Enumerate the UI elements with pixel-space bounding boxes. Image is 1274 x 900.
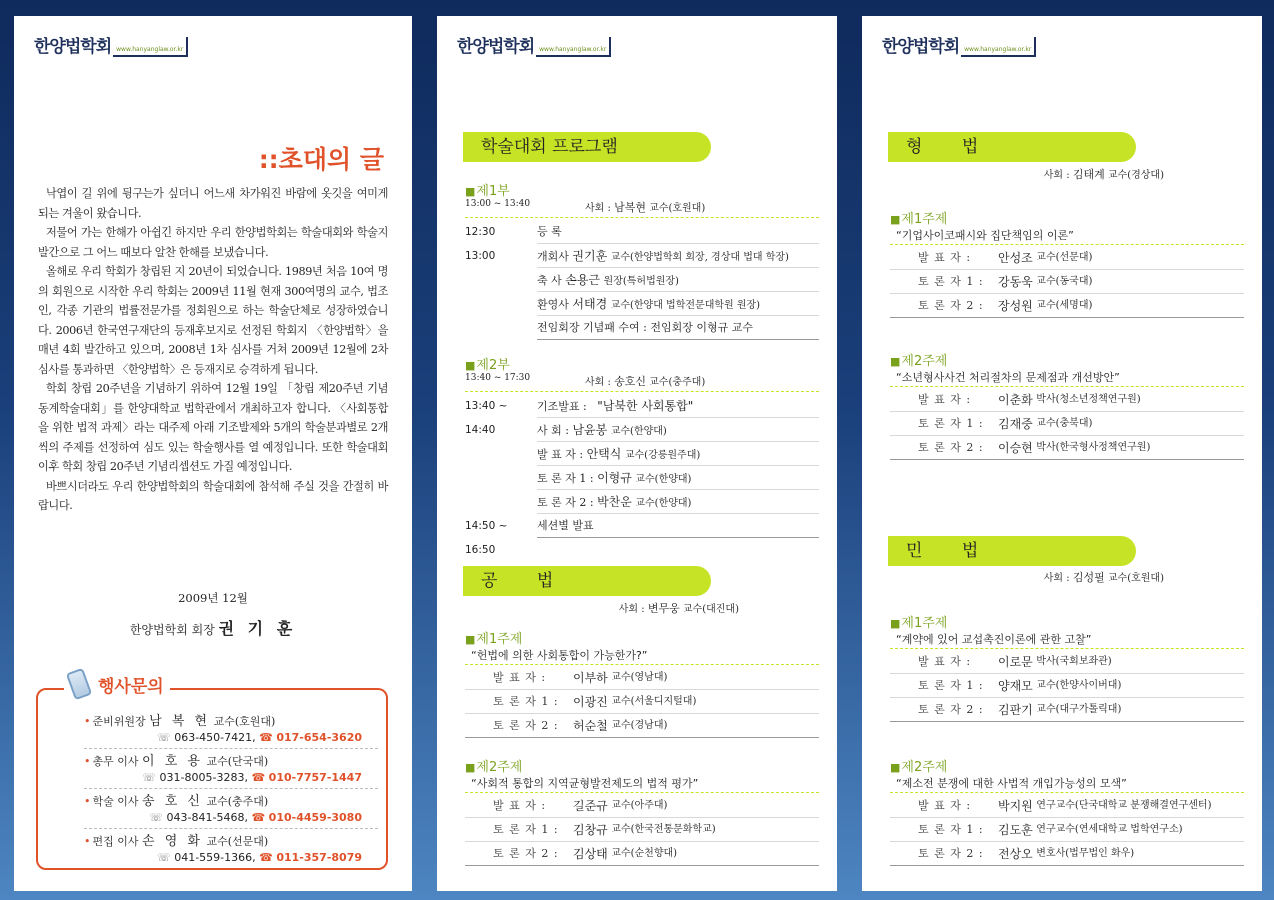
program-title: 학술대회 프로그램 — [463, 132, 711, 162]
speaker-row: 토 론 자 2 : 허순철 교수(경남대) — [465, 714, 819, 738]
contact-tel: 063-450-7421, — [174, 731, 256, 744]
invitation-paragraph: 올해로 우리 학회가 창립된 지 20년이 되었습니다. 1989년 처음 10여 명의 회원으로 시작한 우리 학회는 2009년 11월 현재 300여명의 교수, 법조인, 각종 기관의 법률전문가를 정회원으로 하는 학술단체로 성장하였습니다. 2006년 한국연구재단의 등재후보지로 선정된 학회지 〈한양법학〉을 매년 4회 발간하고 있으며, 2008년 1차 심사를 거쳐 2009년 12월에 2차 심사를 통과하면 〈한양법학〉은 등재지로 승격하게 됩니다. — [38, 265, 388, 376]
part-time-row — [465, 373, 819, 392]
section-moderator: 사회 : 김성필 교수(호원대) — [1043, 571, 1164, 584]
signature-prefix: 한양법학회 회장 — [129, 623, 215, 637]
bullet-icon: • — [84, 795, 91, 808]
logo-text: 한양법학회 — [882, 37, 960, 57]
section-moderator: 사회 : 변무웅 교수(대진대) — [618, 602, 739, 615]
contact-role: 준비위원장 — [92, 715, 146, 728]
contact-role: 편집 이사 — [92, 835, 139, 848]
logo-text: 한양법학회 — [457, 37, 535, 57]
invitation-title: ::초대의 글 — [258, 145, 384, 174]
speaker-row: 토 론 자 1 : 김도훈 연구교수(연세대학교 법학연구소) — [890, 818, 1244, 842]
topic-label: ■제1주제 — [890, 616, 948, 631]
contact-name: 송 호 신 — [142, 794, 203, 809]
society-logo — [34, 32, 188, 57]
part-moderator: 사회 : 송호신 교수(충주대) — [585, 375, 706, 388]
invitation-date: 2009년 12월 — [178, 591, 248, 605]
contact-box — [36, 676, 388, 870]
telephone-icon: ☏ — [156, 731, 171, 744]
phone-icon: ☎ — [259, 731, 273, 744]
contact-tel: 031-8005-3283, — [159, 771, 248, 784]
square-bullet-icon: ■ — [890, 213, 901, 226]
square-bullet-icon: ■ — [465, 633, 476, 646]
contact-mobile: 010-4459-3080 — [268, 811, 362, 824]
telephone-icon: ☏ — [142, 771, 157, 784]
speaker-row: 토 론 자 1 : 김재중 교수(충북대) — [890, 412, 1244, 436]
square-bullet-icon: ■ — [890, 355, 901, 368]
square-bullet-icon: ■ — [890, 617, 901, 630]
square-bullet-icon: ■ — [890, 761, 901, 774]
schedule-row: 13:40 ~ 14:40 기조발표 : "남북한 사회통합" — [465, 394, 819, 418]
speaker-row: 토 론 자 1 : 양재모 교수(한양사이버대) — [890, 674, 1244, 698]
contact-name: 이 호 용 — [142, 754, 203, 769]
speaker-row: 발 표 자 : 길준규 교수(아주대) — [465, 794, 819, 818]
contact-item — [84, 832, 378, 868]
phone-icon: ☎ — [251, 811, 266, 824]
schedule-row: 토 론 자 2 : 박찬운 교수(한양대) — [465, 490, 819, 514]
phone-icon: ☎ — [259, 851, 273, 864]
contact-title: 행사문의 — [98, 676, 164, 697]
topic-subject: “제소전 분쟁에 대한 사법적 개입가능성의 모색” — [890, 775, 1244, 793]
bullet-icon: • — [84, 755, 91, 768]
contact-tel: 043-841-5468, — [166, 811, 248, 824]
logo-text: 한양법학회 — [34, 37, 112, 57]
contact-tel: 041-559-1366, — [174, 851, 256, 864]
invitation-paragraph: 학회 창립 20주년을 기념하기 위하여 12월 19일 「창립 제20주년 기념 동계학술대회」를 한양대학교 법학관에서 개최하고자 합니다. 〈사회통합을 위한 법적 과제〉라는 대주제 아래 기조발제와 5개의 학술분과별로 2개씩의 주제를 선정하여 심도 있는 학술행사를 열 예정입니다. 또한 학술대회 이후 학회 창립 20주년 기념리셉션도 가질 예정입니다. — [38, 382, 388, 473]
part-time: 13:40 ~ 17:30 — [465, 373, 531, 383]
bullet-icon: • — [84, 835, 91, 848]
schedule-row: 사 회 : 남윤봉 교수(한양대) — [465, 418, 819, 442]
schedule-row: 14:50 ~ 16:50 세션별 발표 — [465, 514, 819, 538]
invitation-paragraph: 낙엽이 길 위에 뒹구는가 싶더니 어느새 차가워진 바람에 옷깃을 여미게 되는 겨울이 왔습니다. — [38, 187, 388, 220]
phone-icon: ☎ — [251, 771, 266, 784]
square-bullet-icon: ■ — [465, 185, 476, 198]
speaker-row: 토 론 자 2 : 장성원 교수(세명대) — [890, 294, 1244, 318]
topic-subject: “사회적 통합의 지역균형발전제도의 법적 평가” — [465, 775, 819, 793]
invitation-paragraph: 저물어 가는 한해가 아쉽긴 하지만 우리 한양법학회는 학술대회와 학술지 발간으로 그 어느 때보다 알찬 한해를 보냈습니다. — [38, 226, 388, 259]
invitation-signature — [14, 616, 412, 639]
schedule-row: 전임회장 기념패 수여 : 전임회장 이형규 교수 — [465, 316, 819, 340]
topic-label: ■제1주제 — [890, 212, 948, 227]
contact-mobile: 017-654-3620 — [276, 731, 362, 744]
contact-item — [84, 792, 378, 829]
speaker-row: 발 표 자 : 이부하 교수(영남대) — [465, 666, 819, 690]
topic-label: ■제2주제 — [890, 760, 948, 775]
schedule-row: 13:00 개회사 권기훈 교수(한양법학회 회장, 경상대 법대 학장) — [465, 244, 819, 268]
contact-list — [84, 712, 378, 871]
square-bullet-icon: ■ — [465, 359, 476, 372]
contact-mobile: 011-357-8079 — [276, 851, 362, 864]
contact-affiliation: 교수(호원대) — [213, 715, 276, 728]
speaker-row: 발 표 자 : 이로문 박사(국회보좌관) — [890, 650, 1244, 674]
speaker-row: 토 론 자 1 : 강동욱 교수(동국대) — [890, 270, 1244, 294]
part-moderator: 사회 : 남복현 교수(호원대) — [585, 201, 706, 214]
sessions-panel — [862, 16, 1262, 891]
program-panel — [437, 16, 837, 891]
society-logo — [457, 32, 611, 57]
topic-block — [890, 756, 1244, 866]
speaker-row: 토 론 자 1 : 김창규 교수(한국전통문화학교) — [465, 818, 819, 842]
speaker-row: 토 론 자 2 : 전상오 변호사(법무법인 화우) — [890, 842, 1244, 866]
schedule-row: 토 론 자 1 : 이형규 교수(한양대) — [465, 466, 819, 490]
invitation-panel — [14, 16, 412, 891]
mobile-phone-icon — [66, 668, 92, 700]
invitation-paragraph: 바쁘시더라도 우리 한양법학회의 학술대회에 참석해 주실 것을 간절히 바랍니다. — [38, 479, 388, 512]
speaker-row: 발 표 자 : 박지원 연구교수(단국대학교 분쟁해결연구센터) — [890, 794, 1244, 818]
contact-header — [64, 670, 170, 698]
topic-subject: “소년형사사건 처리절차의 문제점과 개선방안” — [890, 369, 1244, 387]
topic-block — [890, 350, 1244, 460]
schedule-row: 환영사 서태경 교수(한양대 법학전문대학원 원장) — [465, 292, 819, 316]
speaker-row: 발 표 자 : 이춘화 박사(청소년정책연구원) — [890, 388, 1244, 412]
topic-label: ■제1주제 — [465, 632, 523, 647]
part-title: ■제1부 — [465, 184, 510, 199]
part-time-row — [465, 199, 819, 218]
society-logo — [882, 32, 1036, 57]
signature-name: 권 기 훈 — [218, 619, 297, 638]
part-title: ■제2부 — [465, 358, 510, 373]
part-2 — [465, 354, 819, 556]
section-public-law-title: 공 법 — [463, 566, 711, 596]
topic-block — [890, 208, 1244, 318]
topic-subject: “계약에 있어 교섭촉진이론에 관한 고찰” — [890, 631, 1244, 649]
logo-url: www.hanyanglaw.or.kr — [113, 37, 188, 57]
schedule-row: 발 표 자 : 안택식 교수(강릉원주대) — [465, 442, 819, 466]
bullet-icon: • — [84, 715, 91, 728]
speaker-row: 토 론 자 2 : 김판기 교수(대구가톨릭대) — [890, 698, 1244, 722]
section-criminal-law-title: 형 법 — [888, 132, 1136, 162]
contact-affiliation: 교수(단국대) — [206, 755, 269, 768]
contact-name: 손 영 화 — [142, 834, 203, 849]
contact-item — [84, 752, 378, 789]
square-bullet-icon: ■ — [465, 761, 476, 774]
contact-affiliation: 교수(선문대) — [206, 835, 269, 848]
contact-item — [84, 712, 378, 749]
contact-name: 남 복 현 — [149, 714, 211, 729]
topic-label: ■제2주제 — [465, 760, 523, 775]
topic-block — [465, 756, 819, 866]
telephone-icon: ☏ — [156, 851, 171, 864]
invitation-body — [38, 184, 388, 516]
speaker-row: 토 론 자 2 : 이승현 박사(한국형사정책연구원) — [890, 436, 1244, 460]
part-1 — [465, 180, 819, 340]
telephone-icon: ☏ — [149, 811, 164, 824]
speaker-row: 토 론 자 2 : 김상태 교수(순천향대) — [465, 842, 819, 866]
topic-block — [465, 628, 819, 738]
part-time: 13:00 ~ 13:40 — [465, 199, 531, 209]
contact-role: 총무 이사 — [92, 755, 139, 768]
section-civil-law-title: 민 법 — [888, 536, 1136, 566]
speaker-row: 토 론 자 1 : 이광진 교수(서울디지털대) — [465, 690, 819, 714]
topic-block — [890, 612, 1244, 722]
section-moderator: 사회 : 김태계 교수(경상대) — [1043, 168, 1164, 181]
contact-role: 학술 이사 — [92, 795, 139, 808]
topic-subject: “기업사이코패시와 집단책임의 이론” — [890, 227, 1244, 245]
contact-affiliation: 교수(충주대) — [206, 795, 269, 808]
logo-url: www.hanyanglaw.or.kr — [961, 37, 1036, 57]
logo-url: www.hanyanglaw.or.kr — [536, 37, 611, 57]
speaker-row: 발 표 자 : 안성조 교수(선문대) — [890, 246, 1244, 270]
topic-label: ■제2주제 — [890, 354, 948, 369]
schedule-row: 축 사 손용근 원장(특허법원장) — [465, 268, 819, 292]
contact-mobile: 010-7757-1447 — [268, 771, 362, 784]
schedule-row: 12:30 등 록 — [465, 220, 819, 244]
topic-subject: “헌법에 의한 사회통합이 가능한가?” — [465, 647, 819, 665]
